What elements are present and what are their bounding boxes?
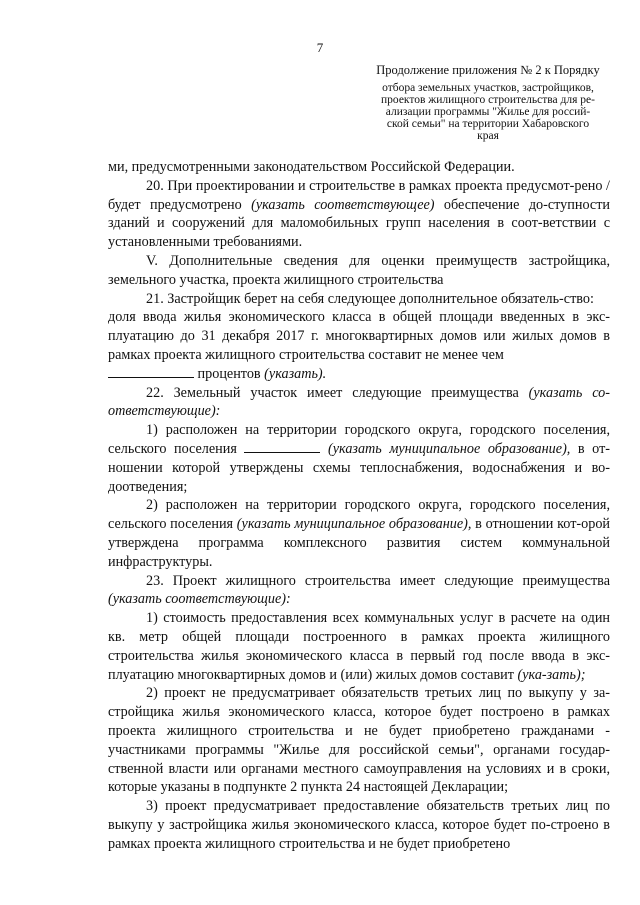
text: в от-ношении которой утверждены схемы теплоснабжения, водоснабжения и во-доотведения; [108, 440, 610, 495]
italic-note: (ука-зать); [517, 666, 586, 683]
paragraph-23-3: 3) проект предусматривает предоставление обязательств третьих лиц по выкупу у застройщика жилья экономического класса, которое будет по-строено в рамках проекта жилищного строительства и не будет приобретено [108, 798, 610, 852]
paragraph: ми, предусмотренными законодательством Российской Федерации. [108, 159, 515, 175]
section-heading-v: V. Дополнительные сведения для оценки преимуществ застройщика, земельного участка, проекта жилищного строительства [108, 252, 610, 288]
text: в отношении кот-орой утверждена программа комплексного развития систем коммунальной инфраструктуры. [108, 516, 611, 570]
header-line: отбора земельных участков, застройщиков, [382, 82, 594, 94]
paragraph-21-continued: доля ввода жилья экономического класса в общей площади введенных в экс-плуатацию до 31 декабря 2017 г. многоквартирных домов или жилых домов в рамках проекта жилищного строительства составит не менее чем [108, 309, 610, 363]
text: обеспечение до-ступности зданий и сооружений для маломобильных групп населения в соот-ветствии с установленными требованиями. [108, 196, 610, 251]
paragraph-23 [108, 572, 610, 610]
header-line: Продолжение приложения № 2 к Порядку [376, 63, 600, 77]
paragraph-23-2: 2) проект не предусматривает обязательств третьих лиц по выкупу у за-стройщика жилья экономического класса, которое будет построено в рамках проекта жилищного строительства и не будет приобретено гражданами - участниками программы "Жилье для российской семьи", органами государ-ственной власти или органами местного самоуправления на условиях и в сроки, которые указаны в подпункте 2 пункта 24 настоящей Декларации; [108, 685, 610, 796]
paragraph-21-end [108, 365, 610, 384]
italic-note: (указать соответствующее) [251, 196, 435, 213]
paragraph-21: 21. Застройщик берет на себя следующее дополнительное обязатель-ство: [146, 290, 594, 307]
italic-note: (указать муниципальное образование), [328, 440, 571, 457]
paragraph-22 [108, 384, 610, 422]
text: 22. Земельный участок имеет следующие преимущества [146, 384, 529, 401]
text: 2) расположен на территории городского округа, городского поселения, сельского поселения [108, 497, 610, 533]
appendix-header [364, 64, 612, 142]
italic-note: (указать соответствующие): [108, 591, 291, 608]
text: 20. При проектировании и строительстве в рамках проекта предусмот-рено / будет предусмотрено [108, 177, 610, 213]
page-number: 7 [316, 40, 324, 55]
italic-note: (указать муниципальное образование), [236, 516, 472, 533]
paragraph-23-1 [108, 609, 610, 684]
italic-note: (указать со-ответствующие): [108, 384, 610, 420]
header-line: ской семьи" на территории Хабаровского [386, 118, 590, 130]
fill-in-blank [244, 451, 320, 453]
text: 23. Проект жилищного строительства имеет следующие преимущества [146, 572, 610, 589]
italic-note: (указать). [264, 365, 327, 382]
text: 1) стоимость предоставления всех коммунальных услуг в расчете на один кв. метр общей площади построенного в рамках проекта жилищного строительства жилья экономического класса в первый год после ввода в экс-плуатацию многоквартирных домов и (или) жилых домов составит [108, 610, 610, 683]
text: процентов [194, 365, 265, 382]
paragraph-22-2 [108, 496, 610, 571]
paragraph-22-1 [108, 421, 610, 496]
document-body [108, 158, 610, 853]
header-line: проектов жилищного строительства для ре- [381, 94, 595, 106]
fill-in-blank [108, 376, 194, 378]
header-line: ализации программы "Жилье для россий- [385, 106, 591, 118]
text: 1) расположен на территории городского округа, городского поселения, сельского поселения [108, 422, 610, 457]
paragraph-20 [108, 177, 610, 252]
header-line: края [477, 130, 499, 142]
